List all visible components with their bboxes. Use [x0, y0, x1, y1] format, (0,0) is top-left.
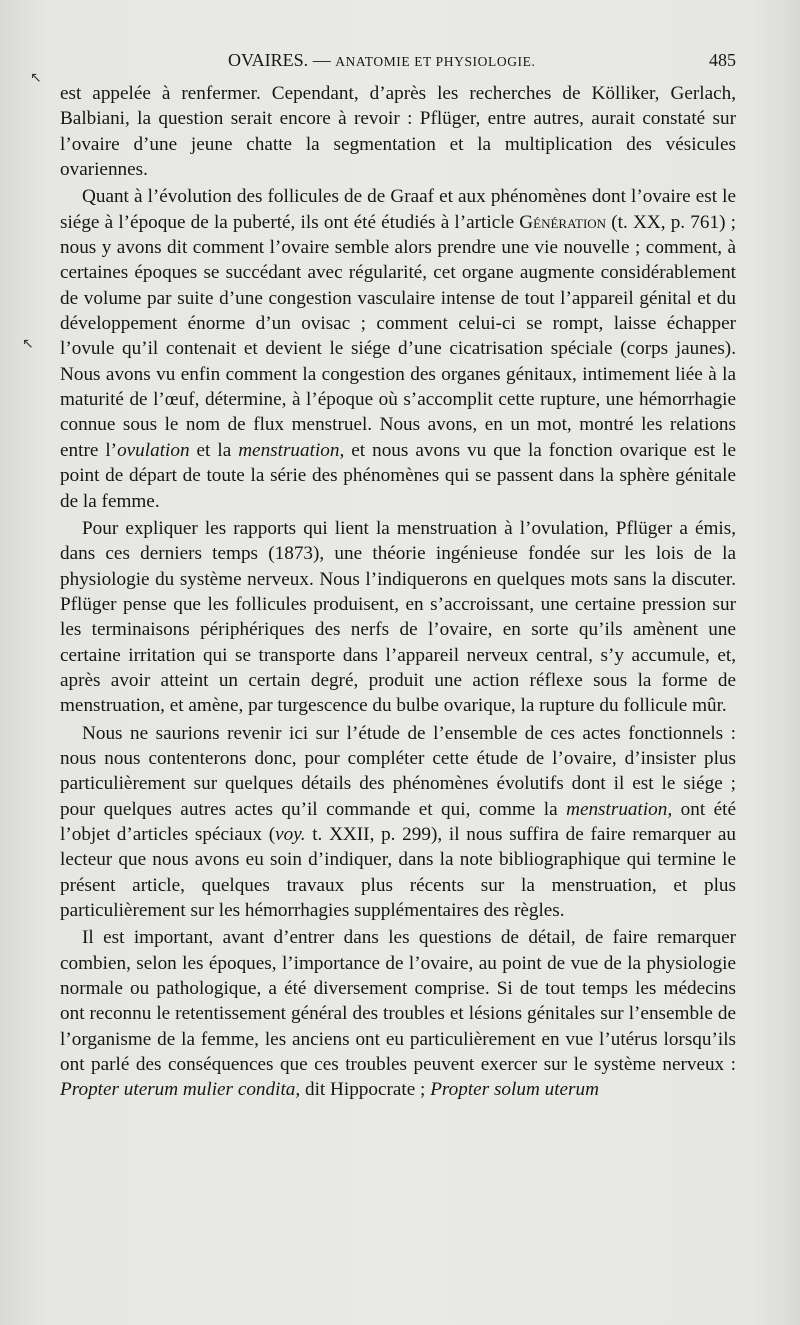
paragraph [60, 81, 736, 182]
italic-text: Propter uterum mulier condita, [60, 1079, 301, 1101]
running-header [60, 48, 736, 72]
italic-text: Propter solum uterum [430, 1079, 599, 1101]
running-title-main: OVAIRES. [228, 50, 309, 70]
body-text [60, 81, 736, 1105]
text-run: dit Hippocrate ; [300, 1079, 431, 1101]
italic-text: menstruation, [238, 439, 345, 461]
running-title-sub: ANATOMIE ET PHYSIOLOGIE. [335, 54, 536, 69]
paragraph [60, 516, 736, 719]
running-title [228, 48, 535, 74]
margin-mark: ↖ [30, 70, 42, 86]
paragraph [60, 721, 736, 924]
paragraph [60, 184, 736, 513]
text-run: Pour expliquer les rapports qui lient la menstruation à l’ovulation, Pflüger a émis, dans ces derniers temps (1873), une théorie ingénieuse fondée sur les lois de la physiologie du système nerveux. Nous l’indiquerons en quelques mots sans la discuter. Pflüger pense que les follicules produisent, en s’accroissant, une certaine pression sur les terminaisons périphériques des nerfs de l’ovaire, en sorte qu’ils amènent une certaine irritation qui se transporte dans l’appareil nerveux central, s’y accumule, et, après avoir atteint un certain degré, produit une action réflexe sous la forme de menstruation, et amène, par turgescence du bulbe ovarique, la rupture du follicule mûr. [60, 517, 736, 717]
text-run: est appelée à renfermer. Cependant, d’après les recherches de Kölliker, Gerlach, Balbiani, la question serait encore à revoir : Pflüger, entre autres, aurait constaté sur l’ovaire d’une jeune chatte la segmentation et la multiplication des vésicules ovariennes. [60, 83, 736, 181]
page-number: 485 [709, 50, 736, 70]
text-run: (t. XX, p. 761) ; nous y avons dit comment l’ovaire semble alors prendre une vie nouvelle ; comment, à certaines époques se succédant avec régularité, cet organe augmente considérablement de volume par suite d’une congestion vasculaire intense de tout l’appareil génital et du développement énorme d’un ovisac ; comment celui-ci se rompt, laisse échapper l’ovule qu’il contenait et devient le siége d’une cicatrisation spéciale (corps jaunes). Nous avons vu enfin comment la congestion des organes génitaux, intimement liée à la maturité de l’œuf, détermine, à l’époque où s’accomplit cette rupture, une hémorrhagie connue sous le nom de flux menstruel. Nous avons, en un mot, montré les relations entre l’ [60, 211, 736, 461]
text-run: t. XXII, p. 299), il nous suffira de faire remarquer au lecteur que nous avons eu soin d’indiquer, dans la note bibliographique qui termine le présent article, quelques travaux plus récents sur la menstruation, et plus particulièrement sur les hémorrhagies supplémentaires des règles. [60, 823, 736, 921]
running-title-separator: — [308, 50, 336, 70]
text-run: ont été l’objet d’articles spéciaux ( [60, 798, 736, 845]
italic-text: menstruation, [566, 798, 673, 820]
text-run: Quant à l’évolution des follicules de de Graaf et aux phénomènes dont l’ovaire est le siége à l’époque de la puberté, ils ont été étudiés à l’article [60, 186, 736, 233]
paragraph [60, 925, 736, 1102]
italic-text: voy. [275, 823, 306, 845]
text-run: Il est important, avant d’entrer dans les questions de détail, de faire remarquer combien, selon les époques, l’importance de l’ovaire, au point de vue de la physiologie normale ou pathologique, a été diversement comprise. Si de tout temps les médecins ont reconnu le retentissement général des troubles et lésions génitales sur l’ensemble de l’organisme de la femme, les anciens ont eu particulièrement en vue l’utérus lorsqu’ils ont parlé des conséquences que ces troubles peuvent exercer sur le système nerveux : [60, 927, 736, 1076]
text-run: et nous avons vu que la fonction ovarique est le point de départ de toute la série des phénomènes qui se passent dans la sphère génitale de la femme. [60, 439, 736, 512]
text-run: Nous ne saurions revenir ici sur l’étude de l’ensemble de ces actes fonctionnels : nous nous contenterons donc, pour compléter cette étude de l’ovaire, d’insister plus particulièrement sur quelques détails des phénomènes évolutifs dont il est le siége ; pour quelques autres actes qu’il commande et qui, comme la [60, 722, 736, 820]
margin-mark: ↖ [22, 336, 34, 352]
text-run: et la [189, 439, 239, 461]
small-caps-text: Génération [519, 211, 607, 233]
italic-text: ovulation [117, 439, 190, 461]
